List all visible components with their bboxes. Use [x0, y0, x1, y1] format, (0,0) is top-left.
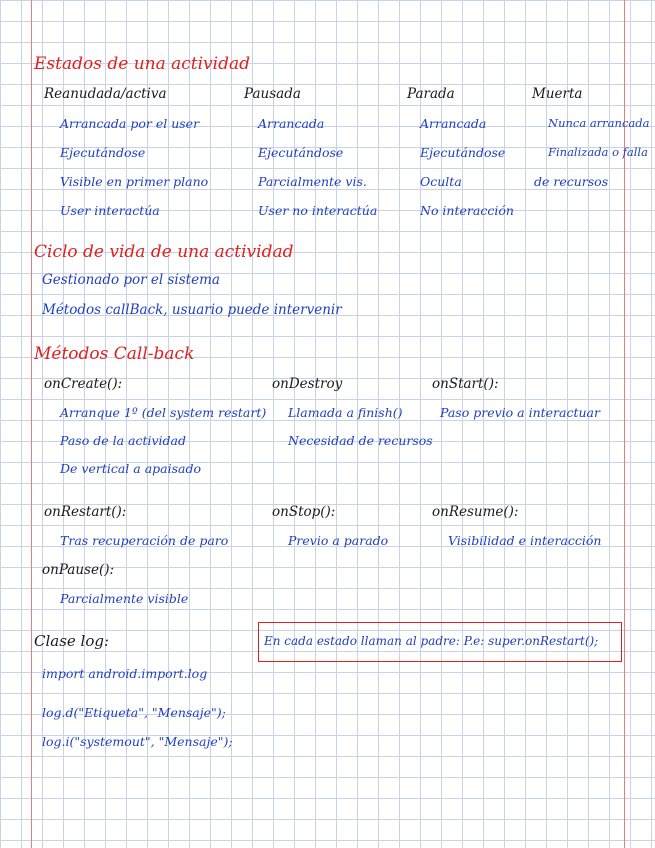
state-header-stopped: Parada	[407, 86, 455, 102]
method-note: Paso previo a interactuar	[440, 405, 600, 420]
method-name: onDestroy	[272, 376, 343, 392]
state-item: Nunca arrancada	[548, 116, 650, 130]
method-name: onCreate():	[44, 376, 123, 392]
state-item: User interactúa	[60, 203, 160, 218]
lifecycle-line: Gestionado por el sistema	[42, 272, 220, 288]
log-line: import android.import.log	[42, 666, 208, 681]
state-item: No interacción	[420, 203, 514, 218]
state-item: Ejecutándose	[420, 145, 506, 160]
section-title-log: Clase log:	[34, 632, 110, 650]
section-title-lifecycle: Ciclo de vida de una actividad	[34, 242, 294, 262]
state-item: Arrancada	[420, 116, 487, 131]
state-header-paused: Pausada	[244, 86, 301, 102]
log-line: log.d("Etiqueta", "Mensaje");	[42, 705, 226, 720]
method-note: Parcialmente visible	[60, 591, 189, 606]
state-item: Oculta	[420, 174, 462, 189]
state-item: Parcialmente vis.	[258, 174, 367, 189]
state-item: User no interactúa	[258, 203, 378, 218]
log-line: log.i("systemout", "Mensaje");	[42, 734, 233, 749]
method-name: onResume():	[432, 504, 519, 520]
method-note: Paso de la actividad	[60, 433, 187, 448]
method-note: Previo a parado	[288, 533, 389, 548]
method-note: Llamada a finish()	[288, 405, 403, 420]
state-item: Ejecutándose	[258, 145, 344, 160]
section-title-callbacks: Métodos Call-back	[34, 344, 195, 364]
method-note: De vertical a apaisado	[60, 461, 201, 476]
left-margin-line	[31, 0, 32, 848]
method-name: onStart():	[432, 376, 499, 392]
state-item: Finalizada o falla	[548, 145, 648, 159]
state-item: Arrancada por el user	[60, 116, 200, 131]
method-note: Necesidad de recursos	[288, 433, 433, 448]
method-note: Visibilidad e interacción	[448, 533, 602, 548]
method-note: Arranque 1º (del system restart)	[60, 405, 267, 420]
state-item: Visible en primer plano	[60, 174, 209, 189]
state-item: Ejecutándose	[60, 145, 146, 160]
state-item: Arrancada	[258, 116, 325, 131]
state-header-dead: Muerta	[532, 86, 583, 102]
super-call-note: En cada estado llaman al padre: P.e: super.onRestart();	[264, 634, 599, 648]
lifecycle-line: Métodos callBack, usuario puede intervenir	[42, 302, 342, 318]
state-item: de recursos	[534, 174, 609, 189]
state-header-resumed: Reanudada/activa	[44, 86, 167, 102]
method-name: onRestart():	[44, 504, 127, 520]
method-name: onStop():	[272, 504, 336, 520]
section-title-states: Estados de una actividad	[34, 54, 250, 74]
method-note: Tras recuperación de paro	[60, 533, 229, 548]
method-name: onPause():	[42, 562, 115, 578]
